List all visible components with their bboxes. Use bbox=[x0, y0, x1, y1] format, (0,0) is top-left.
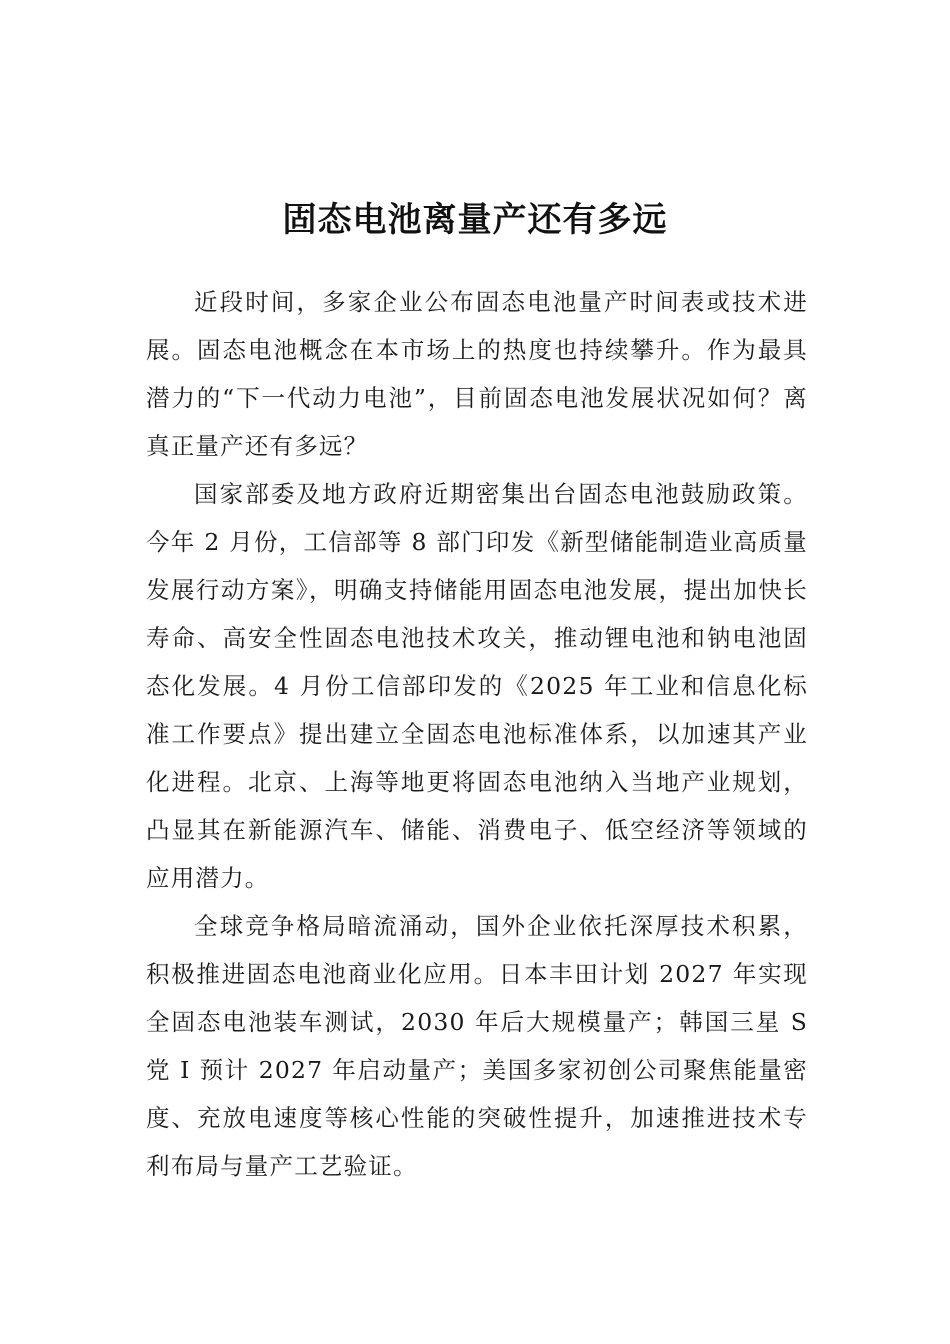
paragraph-1: 近段时间，多家企业公布固态电池量产时间表或技术进展。固态电池概念在本市场上的热度也持续攀升。作为最具潜力的“下一代动力电池”，目前固态电池发展状况如何？离真正量产还有多远？ bbox=[146, 288, 808, 460]
paragraph-2: 国家部委及地方政府近期密集出台固态电池鼓励政策。今年 2 月份，工信部等 8 部门印发《新型储能制造业高质量发展行动方案》，明确支持储能用固态电池发展，提出加快长寿命、高安全性固态电池技术攻关，推动锂电池和钠电池固态化发展。4 月份工信部印发的《2025 年工业和信息化标准工作要点》提出建立全固态电池标准体系，以加速其产业化进程。北京、上海等地更将固态电池纳入当地产业规划，凸显其在新能源汽车、储能、消费电子、低空经济等领域的应用潜力。 bbox=[146, 480, 808, 892]
document-title: 固态电池离量产还有多远 bbox=[282, 199, 668, 240]
paragraph-3: 全球竞争格局暗流涌动，国外企业依托深厚技术积累，积极推进固态电池商业化应用。日本丰田计划 2027 年实现全固态电池装车测试，2030 年后大规模量产；韩国三星 S 党 I 预计 2027 年启动量产；美国多家初创公司聚焦能量密度、充放电速度等核心性能的突破性提升，加速推进技术专利布局与量产工艺验证。 bbox=[146, 912, 808, 1180]
document-body bbox=[146, 278, 808, 1190]
